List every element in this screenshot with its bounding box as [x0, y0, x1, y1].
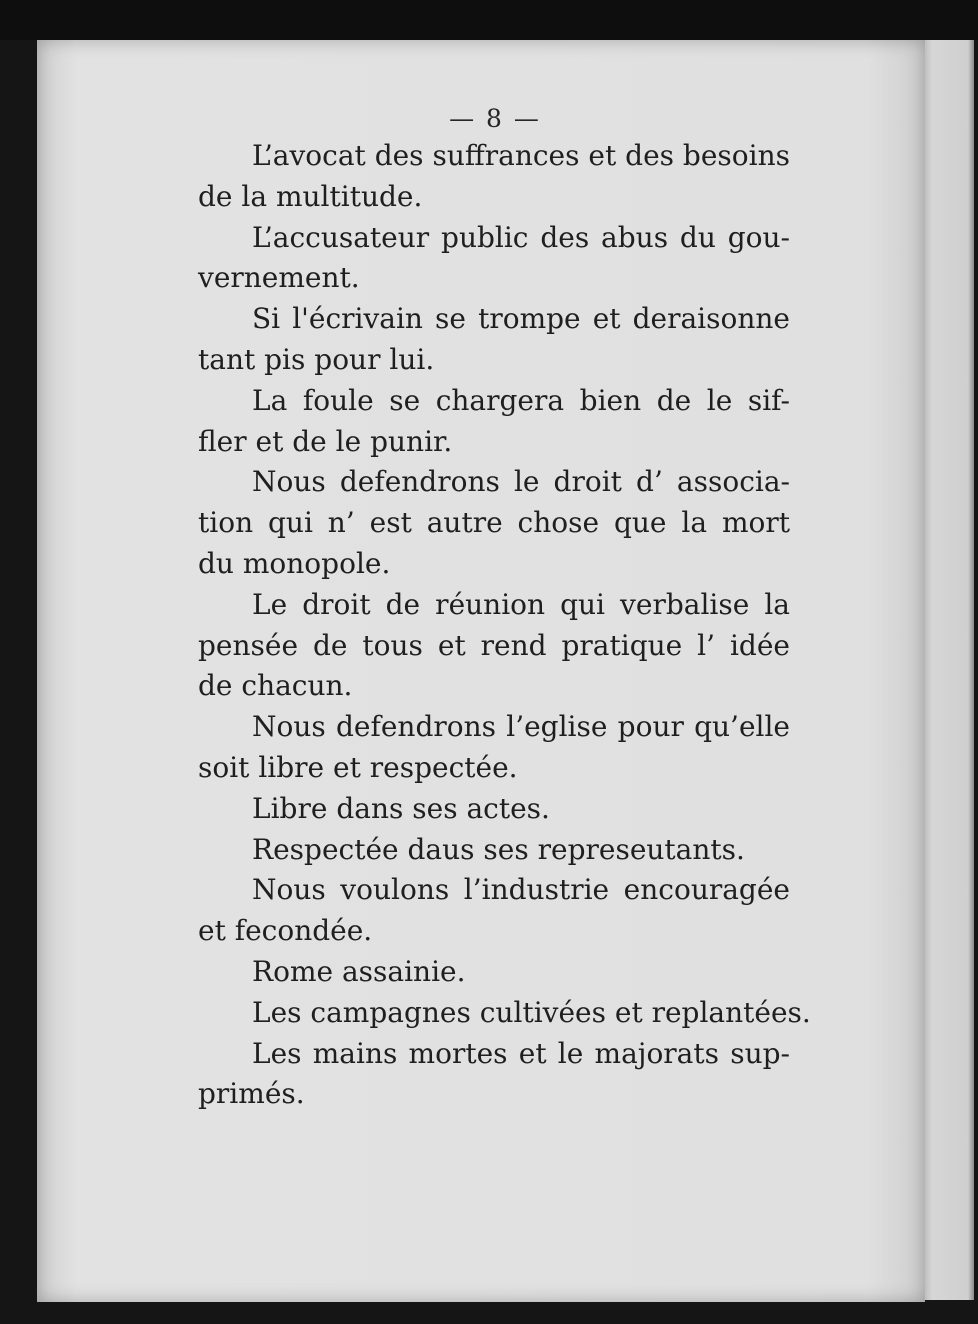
text-line: L’avocat des suffrances et des besoins	[252, 139, 790, 172]
text-line: Les campagnes cultivées et replantées.	[252, 995, 811, 1029]
text-line: Libre dans ses actes.	[252, 791, 550, 825]
text-line: de la multitude.	[198, 179, 423, 213]
adjacent-page-edge	[918, 40, 974, 1300]
text-line: Rome assainie.	[252, 954, 466, 988]
text-line: Nous defendrons l’eglise pour qu’elle	[252, 710, 790, 744]
text-line: primés.	[198, 1077, 305, 1111]
page-body-text	[198, 136, 811, 1115]
text-line: L’accusateur public des abus du gou-	[252, 220, 790, 254]
text-line: tant pis pour lui.	[198, 342, 435, 376]
text-line: de chacun.	[198, 669, 353, 703]
text-line: fler et de le punir.	[198, 424, 453, 458]
text-line: Le droit de réunion qui verbalise la	[252, 587, 790, 621]
page-number: — 8 —	[449, 104, 541, 133]
text-line: pensée de tous et rend pratique l’ idée	[198, 628, 790, 662]
text-line: Nous defendrons le droit d’ associa-	[252, 465, 790, 499]
scan-border-top	[0, 0, 978, 40]
text-line: tion qui n’ est autre chose que la mort	[198, 506, 790, 540]
text-line: Si l'écrivain se trompe et deraisonne	[252, 302, 790, 336]
text-line: Nous voulons l’industrie encouragée	[252, 873, 790, 907]
text-line: soit libre et respectée.	[198, 750, 518, 784]
text-line: et fecondée.	[198, 914, 373, 948]
text-line: Les mains mortes et le majorats sup-	[252, 1036, 790, 1070]
text-line: Respectée daus ses represeutants.	[252, 832, 745, 866]
text-line: La foule se chargera bien de le sif-	[252, 383, 790, 417]
text-line: vernement.	[198, 261, 360, 295]
text-line: du monopole.	[198, 546, 391, 580]
